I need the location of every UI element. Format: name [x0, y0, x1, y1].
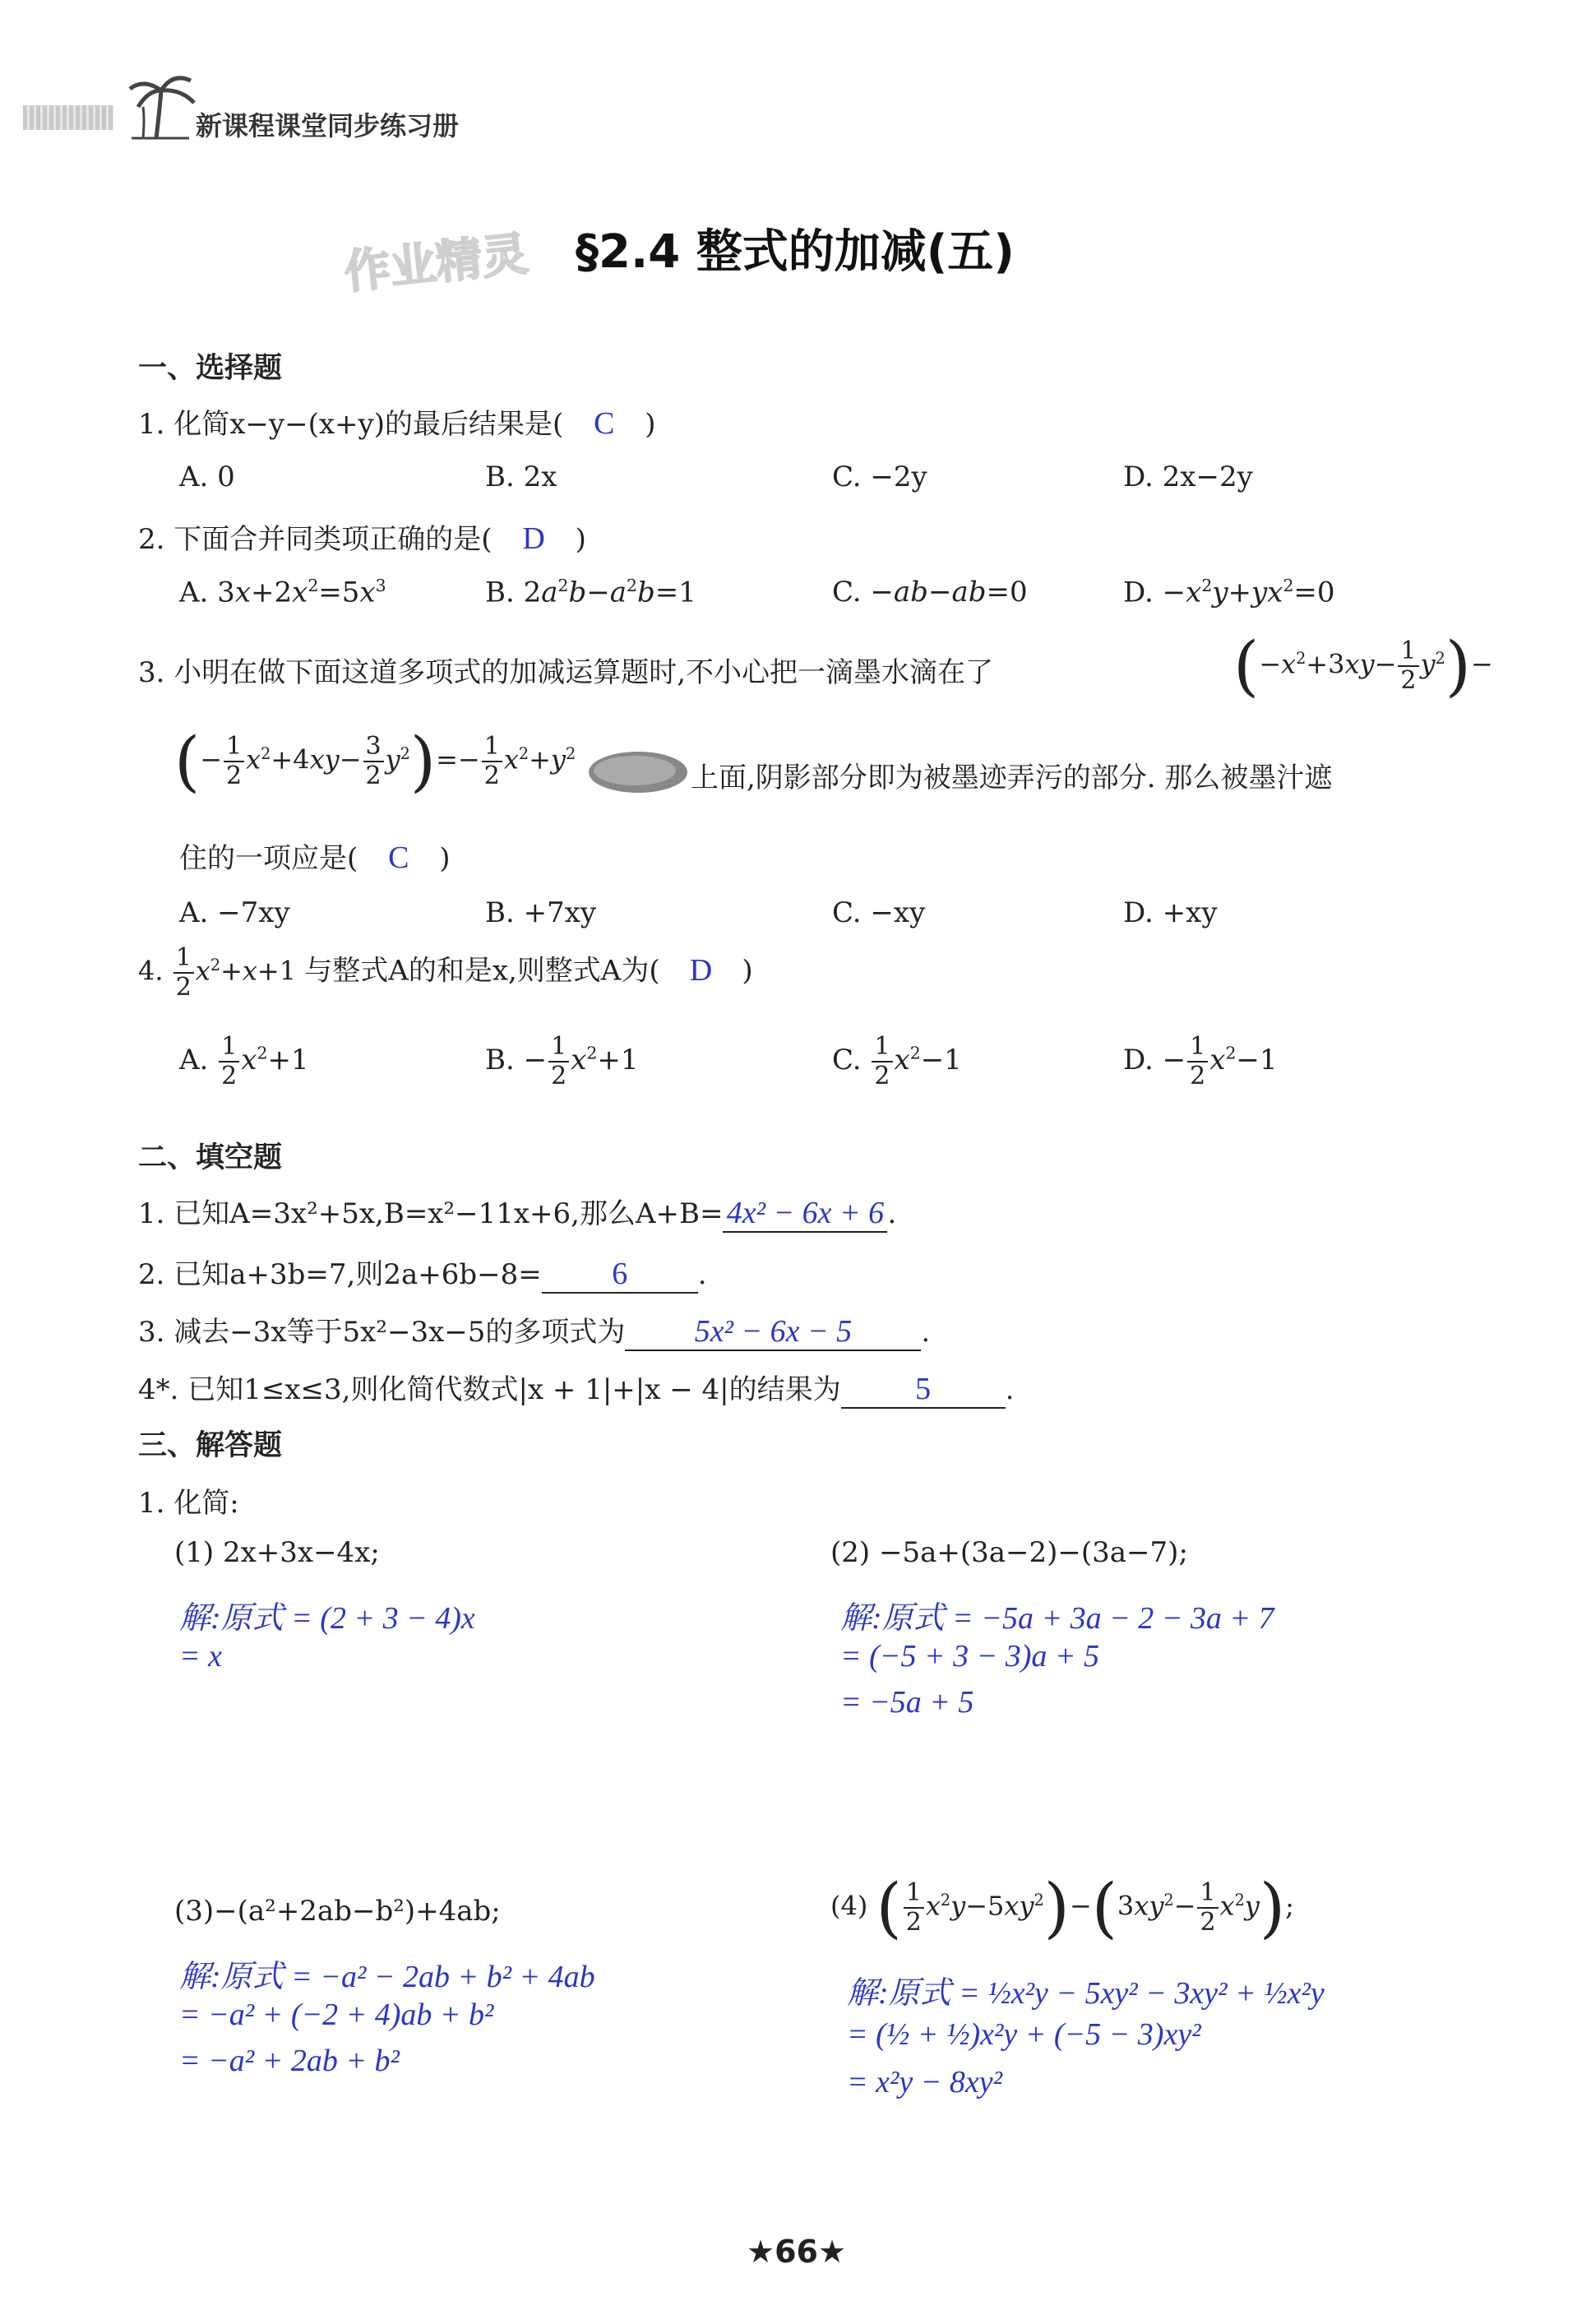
ink-blot-icon: [585, 748, 692, 796]
header-decor-bar: [23, 105, 113, 130]
expression-1: ($-x^2+3xy-$ $\frac{1}{2}$ $y^2)-$: [1233, 627, 1493, 704]
section-heading: 一、选择题: [138, 352, 283, 385]
fill-1: 1. 已知A=3x²+5x,B=x²−11x+6,那么A+B= 4x² − 6x + 6 .: [138, 1191, 896, 1233]
problem-1: (1) 2x+3x−4x;: [174, 1536, 380, 1569]
paren: ): [575, 523, 586, 556]
answer: C: [594, 406, 615, 441]
answer-blank: 5: [841, 1371, 1006, 1409]
solution-line: 解:原式 = ½x²y − 5xy² − 3xy² + ½x²y: [847, 1976, 1325, 2011]
question-2: [138, 516, 586, 557]
solution-line: = −5a + 5: [840, 1685, 974, 1720]
option-a: A. $3x+2x^2=5x^3$: [179, 576, 386, 609]
question-3-line3: [179, 836, 451, 876]
question-stem: 1. 已知A=3x²+5x,B=x²−11x+6,那么A+B=: [138, 1197, 724, 1230]
solution-line: 解:原式 = −a² − 2ab + b² + 4ab: [179, 1960, 595, 1994]
option-a: A. $\frac{1}{2}$ $x^2+1$: [179, 1032, 309, 1090]
paren: ): [439, 842, 451, 875]
paren: ): [645, 408, 656, 441]
answer-blank: 5x² − 6x − 5: [625, 1313, 921, 1351]
option-d: D. 2x−2y: [1123, 461, 1253, 493]
option-c: C. $\frac{1}{2}$ $x^2-1$: [832, 1032, 962, 1090]
answer-blank: 4x² − 6x + 6: [723, 1195, 887, 1233]
question-stem: 4*. 已知1≤x≤3,则化简代数式|x + 1|+|x − 4|的结果为: [138, 1373, 841, 1406]
fill-4: 4*. 已知1≤x≤3,则化简代数式|x + 1|+|x − 4|的结果为 5 .: [138, 1367, 1014, 1409]
solution-line: = (½ + ½)x²y + (−5 − 3)xy²: [847, 2017, 1201, 2052]
page-title: §2.4 整式的加减(五): [576, 225, 1015, 279]
question-stem: 1. 化简:: [138, 1487, 239, 1520]
question-1: [138, 401, 656, 442]
solution-line: = (−5 + 3 − 3)a + 5: [840, 1639, 1100, 1674]
question-stem: 住的一项应是(: [179, 842, 358, 875]
problem-2: (2) −5a+(3a−2)−(3a−7);: [830, 1536, 1188, 1569]
solution-line: = −a² + (−2 + 4)ab + b²: [179, 1998, 494, 2032]
answer: C: [388, 840, 409, 875]
section-heading: 三、解答题: [138, 1429, 283, 1462]
expression-2: (− $\frac{1}{2}$ $x^2+4xy-$ $\frac{3}{2}$ $y^2)=-$ $\frac{1}{2}$ $x^2+y^2$: [174, 723, 576, 799]
watermark: 作业精灵: [341, 227, 531, 300]
question-3-line1: 3. 小明在做下面这道多项式的加减运算题时,不小心把一滴墨水滴在了: [138, 656, 994, 689]
solution-line: = x²y − 8xy²: [847, 2065, 1003, 2099]
option-c: C. −2y: [832, 461, 927, 493]
answer: D: [689, 952, 713, 988]
question-stem: 与整式A的和是x,则整式A为(: [304, 954, 660, 988]
option-c: C. −ab−ab=0: [832, 576, 1028, 609]
option-c: C. −xy: [832, 896, 926, 929]
answer: D: [522, 521, 545, 556]
series-title: 新课程课堂同步练习册: [196, 110, 460, 141]
option-a: A. −7xy: [179, 896, 290, 929]
fill-3: 3. 减去−3x等于5x²−3x−5的多项式为 5x² − 6x − 5 .: [138, 1309, 930, 1351]
paren: ): [742, 954, 753, 988]
page-number: ★66★: [747, 2234, 847, 2270]
question-stem: 1. 化简x−y−(x+y)的最后结果是(: [138, 408, 564, 441]
solution-line: = x: [179, 1639, 223, 1674]
section-heading: 二、填空题: [138, 1141, 283, 1174]
option-b: B. $2a^2b-a^2b=1$: [485, 576, 696, 609]
solution-line: = −a² + 2ab + b²: [179, 2044, 400, 2078]
question-stem: 3. 减去−3x等于5x²−3x−5的多项式为: [138, 1316, 626, 1349]
answer-blank: 6: [542, 1256, 698, 1294]
palm-tree-icon: [123, 66, 197, 140]
option-b: B. 2x: [485, 461, 557, 493]
option-b: B. − $\frac{1}{2}$ $x^2+1$: [485, 1032, 639, 1090]
problem-3: (3)−(a²+2ab−b²)+4ab;: [174, 1895, 501, 1928]
question-3-line2: 上面,阴影部分即为被墨迹弄污的部分. 那么被墨汁遮: [691, 762, 1333, 794]
problem-4: (4) ( $\frac{1}{2}$ $x^2y-5xy^2)-(3xy^2-$ $\frac{1}{2}$ $x^2y$);: [830, 1869, 1294, 1946]
option-d: D. $-x^2y+yx^2=0$: [1123, 576, 1335, 609]
option-b: B. +7xy: [485, 896, 597, 929]
option-a: A. 0: [179, 461, 235, 493]
fill-2: 2. 已知a+3b=7,则2a+6b−8= 6 .: [138, 1252, 707, 1294]
option-d: D. − $\frac{1}{2}$ $x^2-1$: [1123, 1032, 1278, 1090]
option-d: D. +xy: [1123, 896, 1218, 929]
solution-line: 解:原式 = (2 + 3 − 4)x: [179, 1601, 475, 1636]
question-4: 4. $\frac{1}{2}$ $x^2+x+1$ 与整式A的和是x,则整式A为( D ): [138, 943, 753, 1002]
solution-line: 解:原式 = −5a + 3a − 2 − 3a + 7: [840, 1601, 1274, 1636]
question-stem: 2. 已知a+3b=7,则2a+6b−8=: [138, 1258, 542, 1291]
question-stem: 2. 下面合并同类项正确的是(: [138, 523, 493, 556]
